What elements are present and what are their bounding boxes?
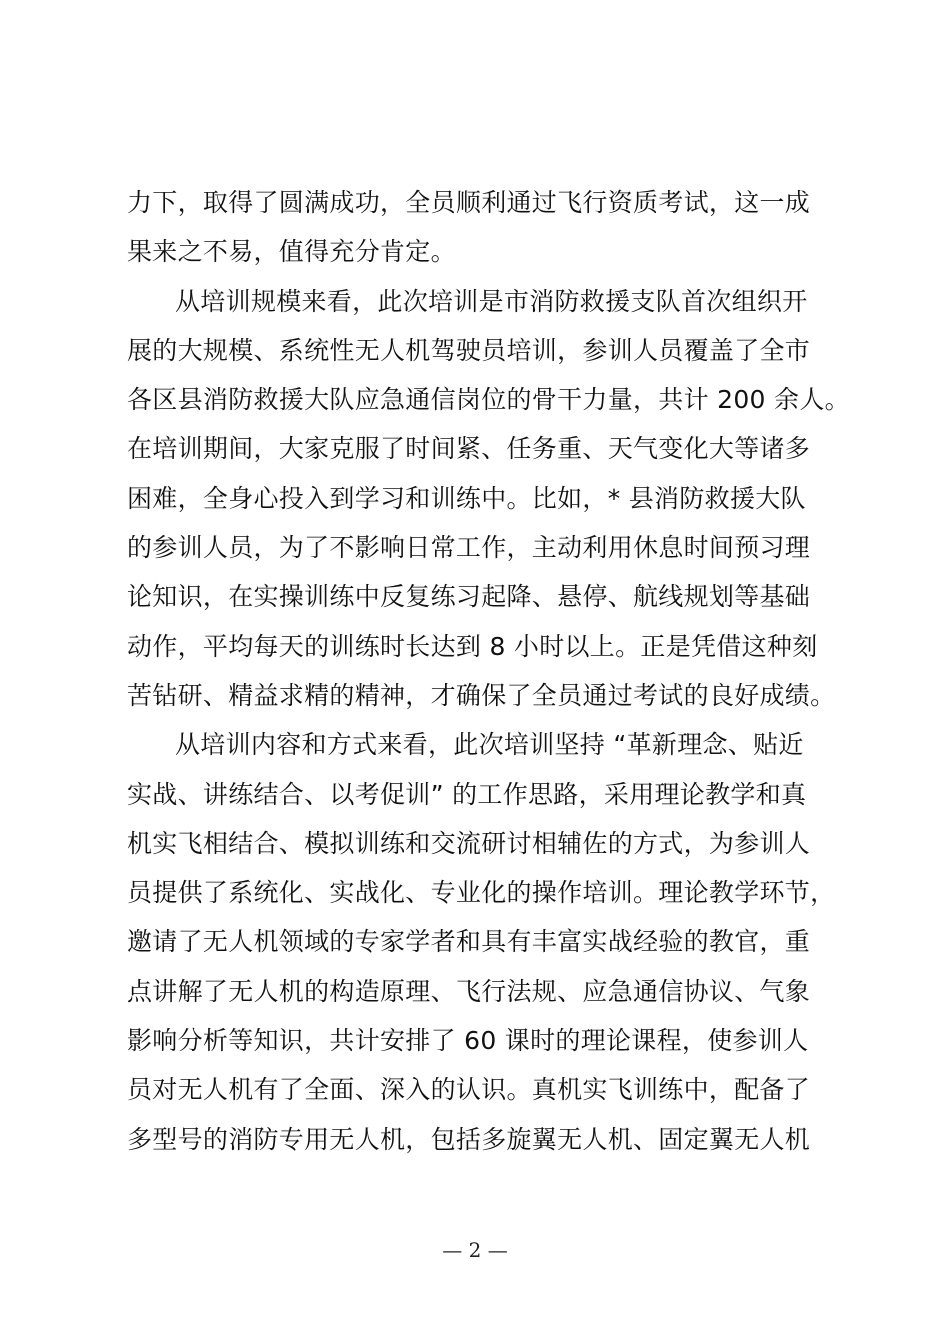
text-line: 影响分析等知识，共计安排了 60 课时的理论课程，使参训人 (127, 1026, 809, 1056)
text-line: 各区县消防救援大队应急通信岗位的骨干力量，共计 200 余人。 (127, 385, 850, 415)
text-line: 力下，取得了圆满成功，全员顺利通过飞行资质考试，这一成 (127, 188, 811, 217)
document-body (127, 178, 850, 1164)
text-line: 员提供了系统化、实战化、专业化的操作培训。理论教学环节， (127, 878, 836, 908)
text-line: 苦钻研、精益求精的精神，才确保了全员通过考试的良好成绩。 (127, 680, 836, 710)
text-line: 邀请了无人机领域的专家学者和具有丰富实战经验的教官，重 (127, 927, 811, 957)
text-line: 多型号的消防专用无人机，包括多旋翼无人机、固定翼无人机 (127, 1124, 811, 1154)
text-line: 动作，平均每天的训练时长达到 8 小时以上。正是凭借这种刻 (127, 631, 818, 661)
text-line: 实战、讲练结合、以考促训” 的工作思路，采用理论教学和真 (127, 779, 807, 809)
text-line: 的参训人员，为了不影响日常工作，主动利用休息时间预习理 (127, 533, 811, 563)
text-line: 机实飞相结合、模拟训练和交流研讨相辅佐的方式，为参训人 (127, 828, 811, 858)
text-line: 在培训期间，大家克服了时间紧、任务重、天气变化大等诸多 (127, 434, 811, 464)
text-line: 员对无人机有了全面、深入的认识。真机实飞训练中，配备了 (127, 1075, 811, 1105)
text-line: 果来之不易，值得充分肯定。 (127, 237, 456, 267)
page-number: — 2 — (442, 1238, 508, 1262)
paragraph-start-line: 从培训内容和方式来看，此次培训坚持 “革新理念、贴近 (175, 730, 804, 760)
text-line: 点讲解了无人机的构造原理、飞行法规、应急通信协议、气象 (127, 976, 811, 1006)
text-line: 困难，全身心投入到学习和训练中。比如，* 县消防救援大队 (127, 483, 806, 513)
text-line: 展的大规模、系统性无人机驾驶员培训，参训人员覆盖了全市 (127, 335, 811, 365)
paragraph-start-line: 从培训规模来看，此次培训是市消防救援支队首次组织开 (175, 286, 808, 316)
text-line: 论知识，在实操训练中反复练习起降、悬停、航线规划等基础 (127, 582, 811, 612)
